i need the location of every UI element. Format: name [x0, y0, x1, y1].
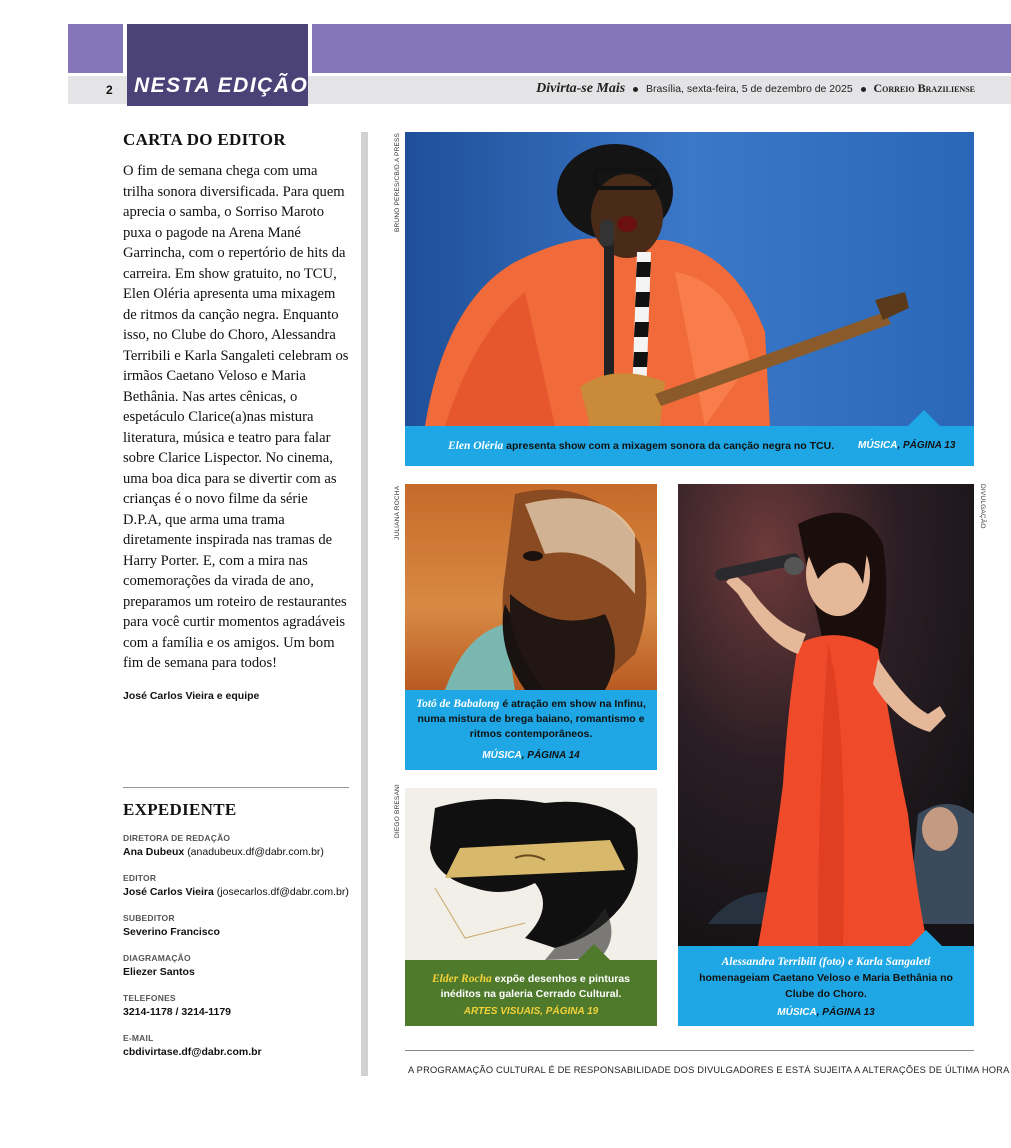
page-ref-section: ARTES VISUAIS — [463, 1006, 541, 1017]
photo-credit: DIEGO BRESANI — [394, 784, 401, 838]
bullet-icon — [861, 87, 866, 92]
page-ref-page: , PÁGINA 14 — [521, 750, 580, 761]
photo-elder-rocha — [405, 788, 657, 960]
section-title: NESTA EDIÇÃO — [134, 74, 309, 97]
expediente-item — [123, 993, 363, 1018]
bullet-icon — [633, 87, 638, 92]
header-accent-bar — [312, 24, 1011, 73]
page-reference — [858, 440, 955, 451]
expediente-item — [123, 873, 363, 898]
header-accent-block — [68, 24, 123, 73]
caption-text — [448, 440, 834, 452]
page-number: 2 — [106, 83, 113, 97]
caption-elder-rocha — [405, 960, 657, 1026]
expediente-value — [123, 846, 363, 858]
expediente-value: cbdivirtase.df@dabr.com.br — [123, 1046, 262, 1058]
photo-alessandra-image — [678, 484, 974, 946]
expediente-value: Severino Francisco — [123, 926, 220, 938]
photo-elen-oleria-image — [405, 132, 974, 426]
expediente-item — [123, 1033, 363, 1058]
caption-elen-oleria — [405, 426, 974, 466]
caption-alessandra-terribili — [678, 946, 974, 1026]
caption-desc: apresenta show com a mixagem sonora da canção negra no TCU. — [503, 440, 835, 452]
caption-desc: homenageiam Caetano Veloso e Maria Bethânia no Clube do Choro. — [699, 972, 953, 1000]
editor-letter — [123, 130, 349, 702]
expediente-value: 3214-1178 / 3214-1179 — [123, 1006, 232, 1018]
caption-name: Elder Rocha — [431, 973, 492, 985]
photo-credit: JULIANA ROCHA — [394, 485, 401, 540]
caption-pointer — [577, 944, 611, 961]
newspaper-name: Correio Braziliense — [873, 81, 975, 95]
footer-disclaimer: A PROGRAMAÇÃO CULTURAL É DE RESPONSABILIDADE DOS DIVULGADORES E ESTÁ SUJEITA A ALTERAÇÕES DE ÚLTIMA HORA — [408, 1065, 1010, 1075]
caption-text — [419, 972, 643, 1002]
caption-name: Totô de Babalong — [416, 698, 500, 710]
expediente-label: SUBEDITOR — [123, 913, 175, 923]
photo-elen-oleria — [405, 132, 974, 426]
page-reference — [405, 1006, 657, 1017]
expediente-email: (josecarlos.df@dabr.com.br) — [216, 886, 349, 898]
photo-toto-de-babalong — [405, 484, 657, 690]
photo-credit: DIVULGAÇÃO — [979, 484, 986, 529]
expediente-name: Ana Dubeux — [123, 846, 185, 858]
expediente-list — [123, 833, 363, 1073]
dateline: Brasília, sexta-feira, 5 de dezembro de 2025 — [646, 83, 853, 95]
expediente-email: (anadubeux.df@dabr.com.br) — [187, 846, 324, 858]
page-reference — [678, 1007, 974, 1018]
photo-toto-image — [405, 484, 657, 690]
photo-elder-rocha-artwork — [405, 788, 657, 960]
page-ref-section: MÚSICA — [482, 750, 522, 761]
expediente-item — [123, 833, 363, 858]
editor-letter-body: O fim de semana chega com uma trilha sonora diversificada. Para quem aprecia o samba, o Sorriso Maroto puxa o pagode na Arena Mané Garrincha, com o repertório de hits da carreira. Em show gratuito, no TCU, Elen Oléria apresenta uma mixagem de ritmos da canção negra. Enquanto isso, no Clube do Choro, Alessandra Terribili e Karla Sangaleti celebram os irmãos Caetano Veloso e Maria Bethânia. Nas artes cênicas, o espetáculo Clarice(a)nas mistura literatura, música e teatro para falar sobre Clarice Lispector. No cinema, uma boa dica para se divertir com as crianças é o novo filme da série D.P.A, que arma uma trama diretamente inspirada nas tramas de Harry Porter. E, com a mira nas comemorações da virada de ano, preparamos um roteiro de restaurantes para você curtir momentos agradáveis com a família e os amigos. Um bom fim de semana para todos! — [123, 163, 349, 671]
page-ref-section: MÚSICA — [777, 1007, 817, 1018]
caption-text — [413, 697, 649, 742]
caption-pointer — [909, 930, 943, 947]
expediente-label: E-MAIL — [123, 1033, 154, 1043]
expediente-label: DIRETORA DE REDAÇÃO — [123, 833, 231, 843]
photo-credit: BRUNO PERES/CB/D.A PRESS — [394, 132, 401, 232]
page-ref-page: , PÁGINA 13 — [897, 440, 956, 451]
page-ref-page: , PÁGINA 13 — [816, 1007, 875, 1018]
page-reference — [405, 750, 657, 761]
expediente-label: EDITOR — [123, 873, 157, 883]
expediente-item — [123, 953, 363, 978]
expediente-item — [123, 913, 363, 938]
caption-desc: é atração em show na Infinu, numa mistura de brega baiano, romantismo e ritmos contemporâneos. — [417, 698, 646, 740]
caption-name: Alessandra Terribili (foto) e Karla Sangaleti — [721, 956, 931, 968]
expediente-value — [123, 886, 363, 898]
page-ref-page: , PÁGINA 19 — [540, 1006, 599, 1017]
page-ref-section: MÚSICA — [858, 440, 898, 451]
editor-letter-title: CARTA DO EDITOR — [123, 130, 286, 149]
caption-toto-de-babalong — [405, 690, 657, 770]
caption-name: Elen Oléria — [448, 440, 504, 452]
photo-alessandra-terribili — [678, 484, 974, 946]
editor-signature: José Carlos Vieira e equipe — [123, 689, 260, 702]
header-dateline — [536, 81, 975, 97]
expediente-name: José Carlos Vieira — [123, 886, 214, 898]
caption-text — [694, 954, 958, 1002]
expediente-title: EXPEDIENTE — [123, 800, 237, 819]
column-divider — [123, 787, 349, 788]
footer-divider — [405, 1050, 974, 1051]
section-name: Divirta-se Mais — [536, 81, 626, 96]
expediente-value: Eliezer Santos — [123, 966, 195, 978]
expediente-label: DIAGRAMAÇÃO — [123, 953, 191, 963]
caption-pointer — [907, 410, 941, 427]
expediente-label: TELEFONES — [123, 993, 176, 1003]
gutter-bar — [361, 132, 368, 1076]
caption-desc: expõe desenhos e pinturas inéditos na galeria Cerrado Cultural. — [440, 973, 631, 1000]
